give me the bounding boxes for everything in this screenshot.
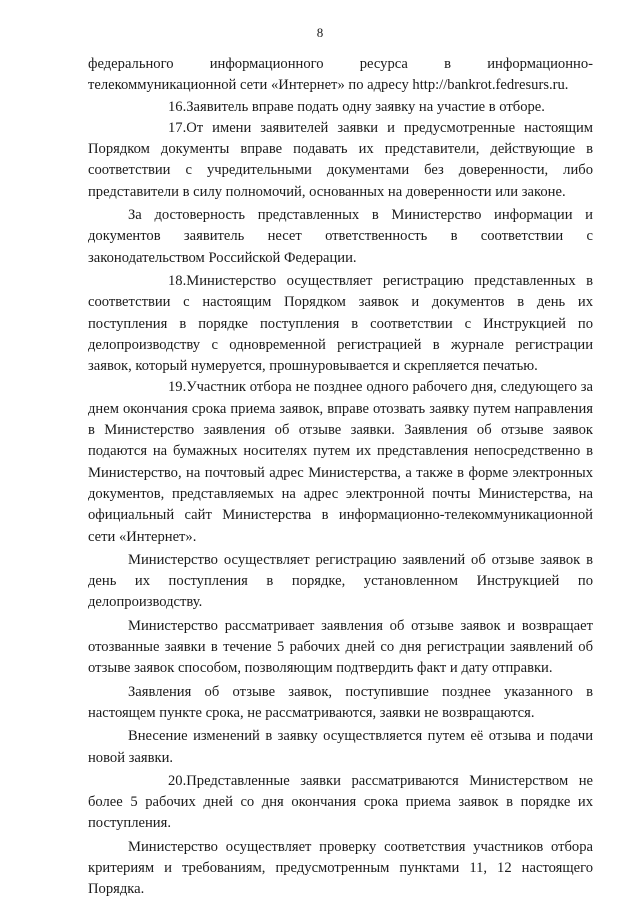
paragraph-number: 17. bbox=[168, 119, 187, 136]
paragraph-amendments bbox=[88, 726, 593, 769]
paragraph-withdrawal-review bbox=[88, 616, 593, 680]
paragraph-item-19 bbox=[88, 377, 593, 547]
paragraph-number: 20. bbox=[168, 772, 187, 789]
paragraph-text: Внесение изменений в заявку осуществляется путем её отзыва и подачи новой заявки. bbox=[88, 728, 593, 766]
paragraph-text: Министерство осуществляет проверку соответствия участников отбора критериям и требованиям, предусмотренным пунктами 11, 12 настоящего Порядка. bbox=[88, 838, 593, 898]
paragraph-number: 19. bbox=[168, 379, 187, 396]
paragraph-continuation bbox=[88, 54, 593, 97]
paragraph-withdrawal-registration bbox=[88, 550, 593, 614]
paragraph-text: федерального информационного ресурса в информационно-телекоммуникационной сети «Интернет» по адресу http://bankrot.fedresurs.ru. bbox=[88, 56, 593, 94]
paragraph-text: Заявления об отзыве заявок, поступившие позднее указанного в настоящем пункте срока, не рассматриваются, заявки не возвращаются. bbox=[88, 683, 593, 721]
document-body bbox=[88, 54, 593, 901]
paragraph-text: За достоверность представленных в Министерство информации и документов заявитель несет ответственность в соответствии с законодательством Российской Федерации. bbox=[88, 207, 593, 266]
paragraph-text: Заявитель вправе подать одну заявку на участие в отборе. bbox=[186, 98, 545, 115]
paragraph-compliance-check bbox=[88, 837, 593, 901]
paragraph-number: 16. bbox=[168, 98, 187, 115]
paragraph-late-withdrawal bbox=[88, 682, 593, 725]
paragraph-text: Министерство осуществляет регистрацию представленных в соответствии с настоящим Порядком заявок и документов в день их поступления в порядке поступления в соответствии с Инструкцией по делопроизводству с одновременной регистрацией в журнале регистрации заявок, который нумеруется, прошнуровывается и скрепляется печатью. bbox=[88, 272, 593, 375]
page-number: 8 bbox=[316, 25, 324, 40]
paragraph-text: Участник отбора не позднее одного рабочего дня, следующего за днем окончания срока приема заявок, вправе отозвать заявку путем направления в Министерство заявления об отзыве заявки. Заявления об отзыве заявок подаются на бумажных носителях путем их представления непосредственно в Министерство, на почтовый адрес Министерства, а также в форме электронных документов, представляемых на адрес электронной почты Министерства, на официальный сайт Министерства в информационно-телекоммуникационной сети «Интернет». bbox=[88, 379, 593, 545]
paragraph-text: От имени заявителей заявки и предусмотренные настоящим Порядком документы вправе подавать их представители, действующие в соответствии с учредительными документами без доверенности, либо представители в силу полномочий, основанных на доверенности или законе. bbox=[88, 119, 593, 200]
paragraph-text: Представленные заявки рассматриваются Министерством не более 5 рабочих дней со дня окончания срока приема заявок в порядке их поступления. bbox=[88, 772, 593, 832]
paragraph-item-20 bbox=[88, 771, 593, 835]
paragraph-item-16 bbox=[88, 97, 593, 118]
paragraph-number: 18. bbox=[168, 272, 187, 289]
paragraph-text: Министерство рассматривает заявления об отзыве заявок и возвращает отозванные заявки в течение 5 рабочих дней со дня регистрации заявлений об отзыве заявок способом, позволяющим подтвердить факт и дату отправки. bbox=[88, 617, 593, 677]
paragraph-text: Министерство осуществляет регистрацию заявлений об отзыве заявок в день их поступления в порядке, установленном Инструкцией по делопроизводству. bbox=[88, 551, 593, 611]
paragraph-responsibility bbox=[88, 205, 593, 269]
paragraph-item-17 bbox=[88, 118, 593, 203]
paragraph-item-18 bbox=[88, 271, 593, 377]
